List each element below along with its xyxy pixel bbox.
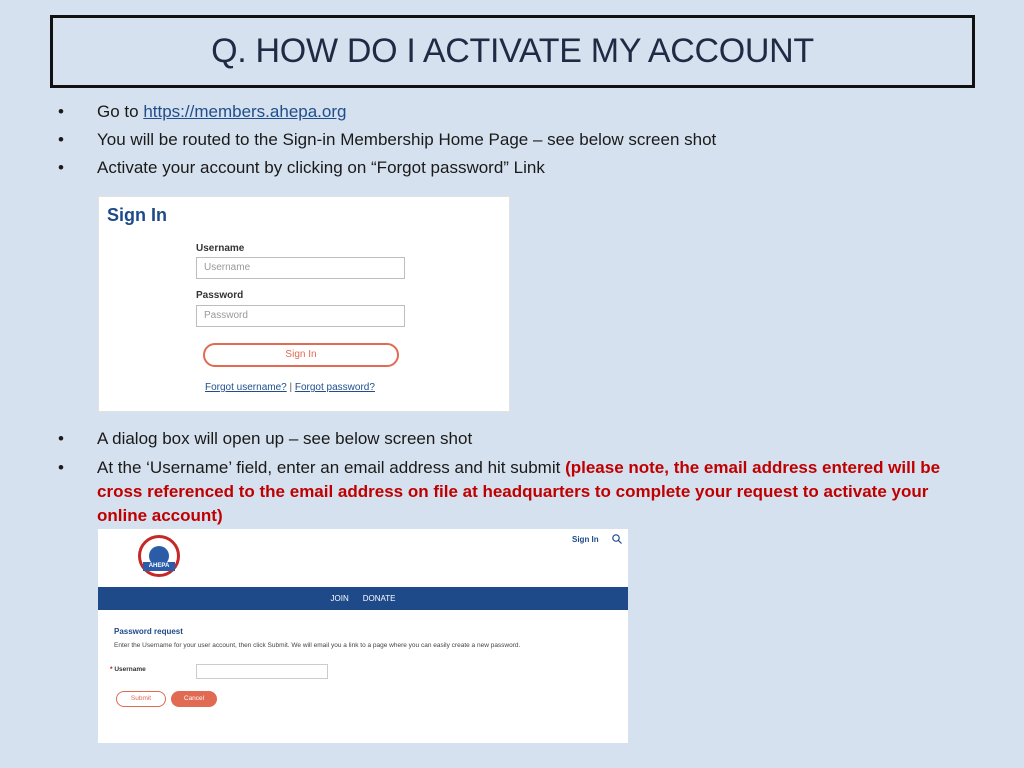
search-icon[interactable] — [611, 533, 623, 545]
nav-donate[interactable]: DONATE — [362, 594, 396, 603]
bullet-username-plain: At the ‘Username’ field, enter an email address and hit submit — [97, 458, 566, 477]
pr-username-label — [110, 666, 146, 673]
bullet-marker: • — [58, 102, 64, 121]
username-input[interactable]: Username — [196, 257, 405, 279]
password-input[interactable]: Password — [196, 305, 405, 327]
password-request-heading: Password request — [114, 627, 183, 636]
bullet-go-to — [58, 100, 958, 124]
username-label: Username — [196, 243, 245, 254]
logo-text: AHEPA — [143, 562, 175, 571]
bullet-activate — [58, 156, 958, 180]
members-link[interactable]: https://members.ahepa.org — [143, 102, 347, 121]
required-mark: * — [110, 666, 113, 673]
email-note: (please note, the email address entered will be cross referenced to the email address on file at headquarters to complete your request to activate your online account) — [97, 458, 941, 525]
password-request-screenshot — [98, 529, 628, 743]
signin-button[interactable]: Sign In — [203, 343, 399, 367]
bullet-activate-text: Activate your account by clicking on “Forgot password” Link — [97, 158, 545, 177]
signin-heading: Sign In — [107, 205, 167, 225]
instructions-list-bottom — [58, 427, 958, 533]
links-separator: | — [286, 382, 295, 393]
slide-title: Q. HOW DO I ACTIVATE MY ACCOUNT — [211, 32, 814, 70]
header-signin-link[interactable]: Sign In — [572, 535, 599, 544]
instructions-list-top — [58, 100, 958, 184]
ahepa-logo — [138, 535, 180, 577]
pr-username-input[interactable] — [196, 664, 328, 679]
main-navbar — [98, 587, 628, 610]
nav-join[interactable]: JOIN — [330, 594, 349, 603]
password-request-description: Enter the Username for your user account, then click Submit. We will email you a link to a page where you can easily create a new password. — [114, 642, 521, 649]
bullet-dialog — [58, 427, 958, 451]
password-label: Password — [196, 290, 244, 301]
forgot-links — [205, 382, 375, 393]
bullet-username-field — [58, 456, 958, 528]
cancel-button[interactable]: Cancel — [171, 691, 217, 707]
bullet-marker: • — [58, 130, 64, 149]
slide-title-box — [50, 15, 975, 88]
signin-screenshot — [98, 196, 510, 412]
bullet-go-to-prefix: Go to — [97, 102, 144, 121]
forgot-username-link[interactable]: Forgot username? — [205, 382, 287, 393]
bullet-routed-text: You will be routed to the Sign-in Membership Home Page – see below screen shot — [97, 130, 717, 149]
bullet-dialog-text: A dialog box will open up – see below screen shot — [97, 429, 473, 448]
bullet-routed — [58, 128, 958, 152]
pr-username-label-text: Username — [114, 666, 146, 673]
submit-button[interactable]: Submit — [116, 691, 166, 707]
bullet-marker: • — [58, 158, 64, 177]
forgot-password-link[interactable]: Forgot password? — [294, 382, 375, 393]
bullet-marker: • — [58, 458, 64, 477]
bullet-marker: • — [58, 429, 64, 448]
